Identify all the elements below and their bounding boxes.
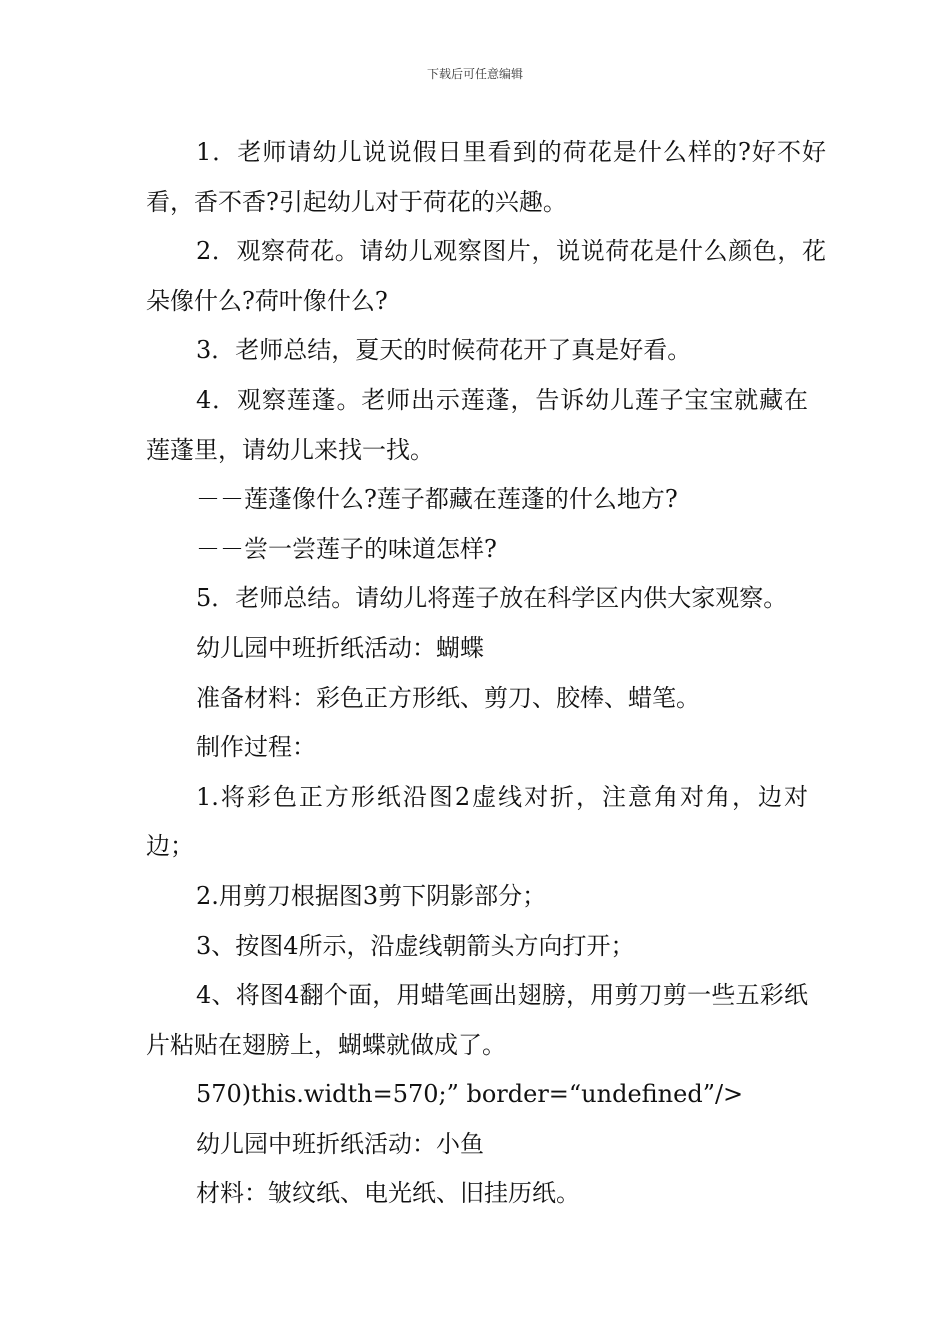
paragraph-materials-butterfly: 准备材料：彩色正方形纸、剪刀、胶棒、蜡笔。 [196, 683, 700, 712]
paragraph-process-heading: 制作过程： [196, 733, 316, 762]
paragraph-step-1: 1.将彩色正方形纸沿图2虚线对折，注意角对角，边对边； [146, 782, 808, 861]
paragraph-pod-question: －－莲蓬像什么?莲子都藏在莲蓬的什么地方? [196, 485, 678, 514]
paragraph-step-3: 3、按图4所示，沿虚线朝箭头方向打开； [196, 931, 635, 960]
page-header-note: 下载后可任意编辑 [426, 67, 523, 81]
paragraph-teacher-summary-science: 5．老师总结。请幼儿将莲子放在科学区内供大家观察。 [196, 584, 788, 613]
paragraph-step-4: 4、将图4翻个面，用蜡笔画出翅膀，用剪刀剪一些五彩纸片粘贴在翅膀上，蝴蝶就做成了。 [146, 981, 808, 1059]
paragraph-teacher-summary-summer: 3．老师总结，夏天的时候荷花开了真是好看。 [196, 336, 692, 365]
section-title-butterfly: 幼儿园中班折纸活动：蝴蝶 [196, 633, 484, 662]
paragraph-taste-question: －－尝一尝莲子的味道怎样? [196, 534, 497, 563]
paragraph-observe-lotus: 2．观察荷花。请幼儿观察图片，说说荷花是什么颜色，花朵像什么?荷叶像什么? [146, 237, 826, 315]
section-title-fish: 幼儿园中班折纸活动：小鱼 [196, 1129, 484, 1158]
paragraph-materials-fish: 材料：皱纹纸、电光纸、旧挂历纸。 [196, 1179, 580, 1208]
paragraph-observe-lotus-pod: 4．观察莲蓬。老师出示莲蓬，告诉幼儿莲子宝宝就藏在莲蓬里，请幼儿来找一找。 [146, 385, 808, 464]
paragraph-code-residue: 570)this.width=570;” border=“undefined”/> [196, 1080, 744, 1109]
paragraph-step-2: 2.用剪刀根据图3剪下阴影部分； [196, 881, 547, 910]
document-body [146, 128, 826, 1219]
paragraph-lotus-question: 1．老师请幼儿说说假日里看到的荷花是什么样的?好不好看，香不香?引起幼儿对于荷花的兴趣。 [146, 138, 826, 216]
